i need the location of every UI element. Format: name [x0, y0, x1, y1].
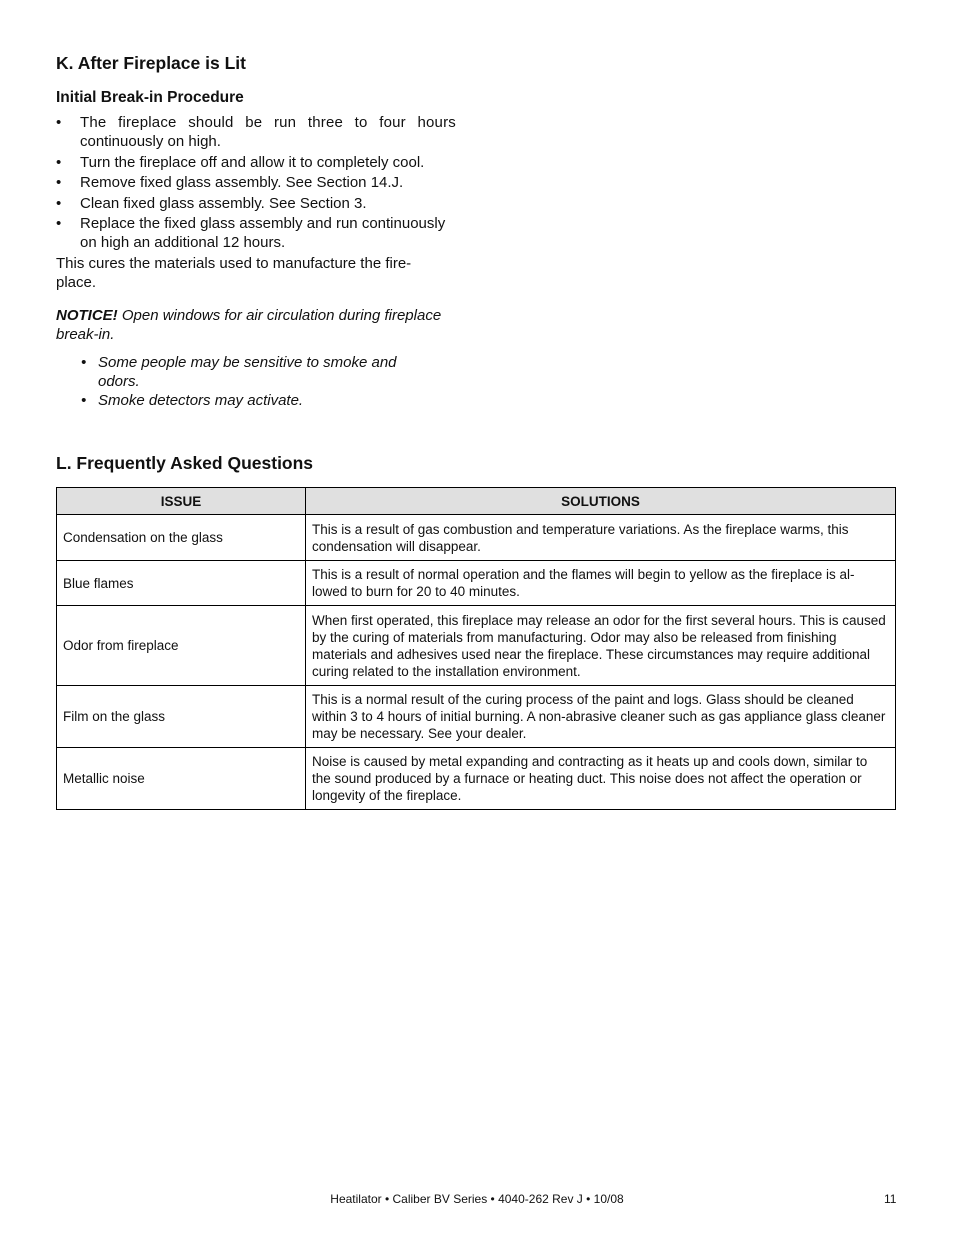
list-item: • Remove fixed glass assembly. See Section 14.J.	[56, 173, 456, 192]
page-number: 11	[884, 1192, 897, 1206]
break-in-procedure	[56, 113, 456, 292]
issue-cell: Metallic noise	[57, 748, 306, 810]
table-row	[57, 606, 896, 686]
cures-paragraph: This cures the materials used to manufacture the fire-place.	[56, 254, 412, 291]
column-header-issue: ISSUE	[57, 488, 306, 515]
page-footer: Heatilator • Caliber BV Series • 4040-262 Rev J • 10/08	[330, 1192, 624, 1206]
section-l-title: L. Frequently Asked Questions	[56, 453, 314, 473]
issue-cell: Condensation on the glass	[57, 515, 306, 561]
table-row	[57, 561, 896, 606]
solution-cell: This is a normal result of the curing process of the paint and logs. Glass should be cleaned within 3 to 4 hours of initial burning. A non-abrasive cleaner such as gas appliance glass cleaner may be necessary. See your dealer.	[306, 686, 896, 748]
list-item-text-line1: • The fireplace should be run three to four hours	[80, 114, 456, 131]
solution-cell: When first operated, this fireplace may release an odor for the first several hours. This is caused by the curing of materials from manufacturing. Odor may also be released from finishing materials and adhesives used near the fireplace. These circumstances may require additional curing related to the installation environment.	[306, 606, 896, 686]
notice-bullet-list	[56, 353, 456, 410]
table-header-row	[57, 488, 896, 515]
notice-bullets	[56, 353, 456, 410]
break-in-steps-list	[56, 113, 456, 252]
notice-label: NOTICE!	[56, 307, 118, 324]
list-item	[56, 113, 456, 151]
issue-cell: Odor from fireplace	[57, 606, 306, 686]
notice-text: Open windows for air circulation during fireplace break-in.	[56, 307, 442, 343]
table-row	[57, 748, 896, 810]
column-header-solutions: SOLUTIONS	[306, 488, 896, 515]
solution-cell: This is a result of gas combustion and temperature variations. As the fireplace warms, this condensation will disappear.	[306, 515, 896, 561]
list-item: • Replace the fixed glass assembly and run continuously on high an additional 12 hours.	[56, 214, 456, 252]
issue-cell: Film on the glass	[57, 686, 306, 748]
solution-cell: Noise is caused by metal expanding and contracting as it heats up and cools down, similar to the sound produced by a furnace or heating duct. This noise does not affect the operation or longevity of the fireplace.	[306, 748, 896, 810]
table-row	[57, 515, 896, 561]
list-item: • Smoke detectors may activate.	[56, 391, 456, 410]
list-item: • Turn the fireplace off and allow it to completely cool.	[56, 153, 456, 172]
issue-cell: Blue flames	[57, 561, 306, 606]
section-k-subtitle: Initial Break-in Procedure	[56, 89, 244, 106]
list-item: • Clean fixed glass assembly. See Section 3.	[56, 194, 456, 213]
notice-paragraph	[56, 306, 456, 344]
solution-cell: This is a result of normal operation and the flames will begin to yellow as the fireplace is al-lowed to burn for 20 to 40 minutes.	[306, 561, 896, 606]
table-row	[57, 686, 896, 748]
section-k-title: K. After Fireplace is Lit	[56, 53, 246, 73]
list-item: • Some people may be sensitive to smoke and odors.	[56, 353, 456, 391]
list-item-text-line2: continuously on high.	[80, 133, 221, 150]
faq-table	[56, 487, 896, 810]
